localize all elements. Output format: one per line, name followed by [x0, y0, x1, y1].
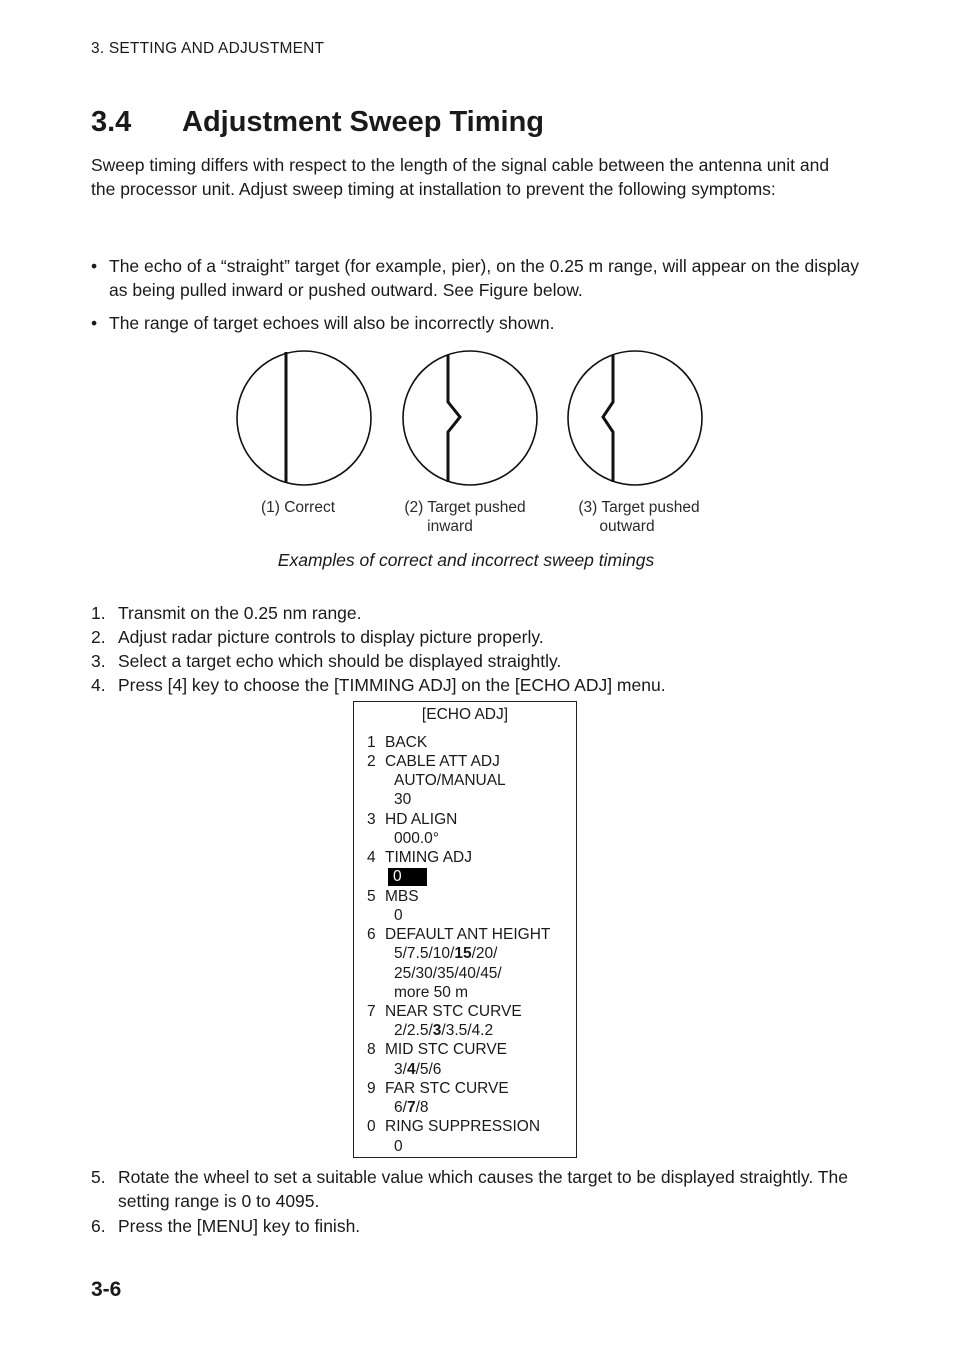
intro-paragraph: Sweep timing differs with respect to the length of the signal cable between the antenna unit and the processor unit. Adjust sweep timing at installation to prevent the following symptoms: — [91, 155, 830, 199]
cable-att-value: 30 — [394, 791, 412, 808]
scope-pushed-outward — [568, 351, 702, 485]
menu-item-far-stc-curve: 9 FAR STC CURVE — [367, 1080, 509, 1097]
section-title-text: Adjustment Sweep Timing — [182, 106, 545, 138]
near-stc-options: 2/2.5/3/3.5/4.2 — [394, 1022, 494, 1039]
running-header: 3. SETTING AND ADJUSTMENT — [91, 40, 325, 57]
ant-height-options-3: more 50 m — [394, 984, 469, 1001]
step-item: 1. Transmit on the 0.25 nm range. — [91, 603, 362, 623]
step-item: 6. Press the [MENU] key to finish. — [91, 1216, 361, 1236]
bullet-dot: • — [91, 256, 98, 276]
hd-align-value: 000.0° — [394, 830, 439, 847]
timing-adj-value-selected[interactable]: 0 — [388, 868, 427, 886]
scope-pushed-inward — [403, 351, 537, 485]
mbs-value: 0 — [394, 907, 403, 924]
menu-item-hd-align: 3 HD ALIGN — [367, 811, 458, 828]
ant-height-options-2: 25/30/35/40/45/ — [394, 965, 502, 982]
menu-item-back: 1 BACK — [367, 734, 428, 751]
figure-label-outward: (3) Target pushed outward — [578, 499, 700, 535]
page-number: 3-6 — [91, 1278, 122, 1301]
step-item: 2. Adjust radar picture controls to display picture properly. — [91, 627, 544, 647]
menu-item-ring-suppression: 0 RING SUPPRESSION — [367, 1118, 541, 1135]
bullet-dot: • — [91, 313, 98, 333]
step-item: 3. Select a target echo which should be displayed straightly. — [91, 651, 562, 671]
figure-caption: Examples of correct and incorrect sweep timings — [277, 550, 655, 570]
step-item: 4. Press [4] key to choose the [TIMMING ADJ] on the [ECHO ADJ] menu. — [91, 675, 666, 695]
menu-item-timing-adj: 4 TIMING ADJ — [367, 849, 472, 866]
mid-stc-options: 3/4/5/6 — [394, 1061, 442, 1078]
bullet-text: The echo of a “straight” target (for example, pier), on the 0.25 m range, will appear on the display as being pulled inward or pushed outward. See Figure below. — [109, 256, 859, 300]
menu-item-default-ant-height: 6 DEFAULT ANT HEIGHT — [367, 926, 551, 943]
cable-att-mode: AUTO/MANUAL — [394, 772, 506, 789]
menu-item-cable-att-adj: 2 CABLE ATT ADJ — [367, 753, 500, 770]
menu-item-mid-stc-curve: 8 MID STC CURVE — [367, 1041, 508, 1058]
scope-correct — [237, 351, 371, 485]
bullet-text: The range of target echoes will also be incorrectly shown. — [109, 313, 555, 333]
far-stc-options: 6/7/8 — [394, 1099, 429, 1116]
menu-title: [ECHO ADJ] — [421, 706, 509, 723]
echo-adj-menu — [353, 701, 577, 1158]
step-item: 5. Rotate the wheel to set a suitable value which causes the target to be displayed straightly. The setting range is 0 to 4095. — [91, 1167, 848, 1211]
section-number: 3.4 — [91, 106, 132, 138]
menu-item-near-stc-curve: 7 NEAR STC CURVE — [367, 1003, 522, 1020]
ant-height-options: 5/7.5/10/15/20/ — [394, 945, 498, 962]
sweep-timing-figure — [0, 0, 954, 500]
ring-suppression-value: 0 — [394, 1138, 403, 1155]
menu-item-mbs: 5 MBS — [367, 888, 419, 905]
figure-label-inward: (2) Target pushed inward — [404, 499, 526, 535]
figure-label-correct: (1) Correct — [260, 499, 336, 516]
